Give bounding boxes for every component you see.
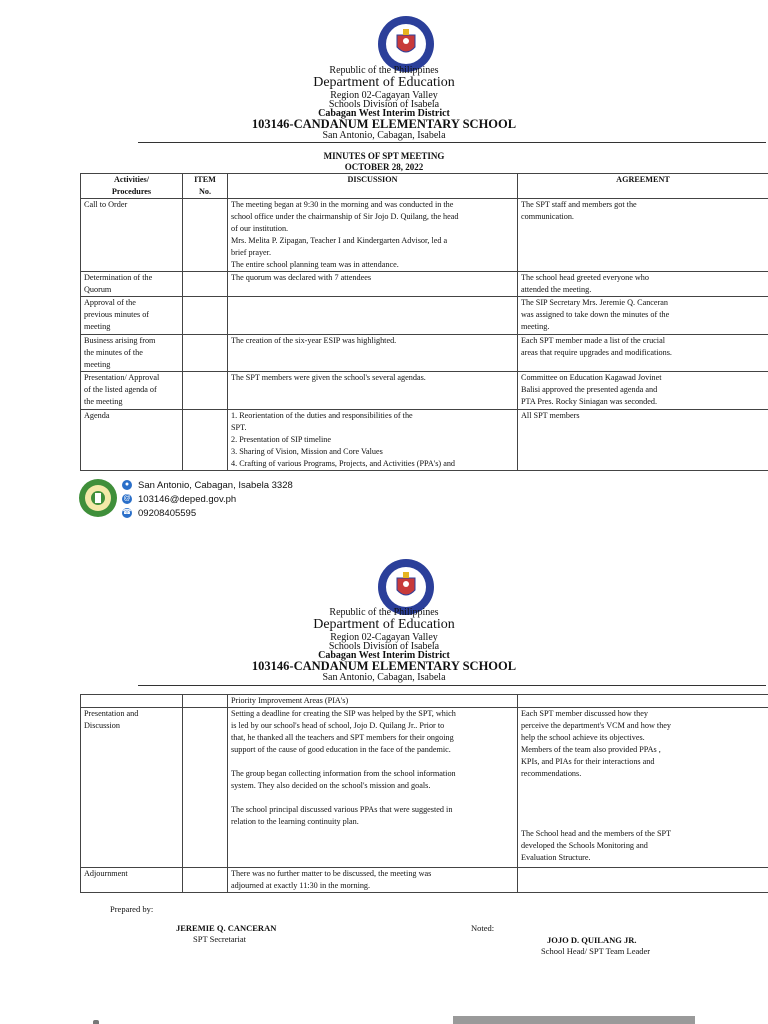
table-row bbox=[81, 272, 768, 297]
republic-line: Republic of the Philippines bbox=[329, 607, 439, 618]
item-cell bbox=[183, 868, 228, 893]
division-line: Schools Division of Isabela bbox=[328, 99, 440, 110]
document-date: OCTOBER 28, 2022 bbox=[344, 162, 424, 172]
discussion-cell: The meeting began at 9:30 in the morning and was conducted in the school office under the chairmanship of Sir Jojo D. Quilang, the head of our institution. Mrs. Melita P. Zipagan, Teacher I and Kindergarten Advisor, led a brief prayer. The entire school planning team was in attendance. bbox=[228, 199, 518, 272]
activity-cell: Presentation and Discussion bbox=[81, 708, 183, 868]
school-name: 103146-CANDANUM ELEMENTARY SCHOOL bbox=[251, 117, 517, 131]
item-cell bbox=[183, 372, 228, 410]
header-divider bbox=[138, 685, 766, 686]
item-cell bbox=[183, 297, 228, 335]
noted-label: Noted: bbox=[471, 923, 495, 933]
location-pin-icon: ● bbox=[122, 480, 132, 490]
noter-title: School Head/ SPT Team Leader bbox=[541, 946, 651, 956]
header-activities: Activities/ Procedures bbox=[81, 174, 183, 199]
activity-cell: Agenda bbox=[81, 410, 183, 471]
school-name: 103146-CANDANUM ELEMENTARY SCHOOL bbox=[251, 659, 517, 673]
agreement-cell bbox=[518, 695, 768, 708]
footer-address-row bbox=[122, 480, 293, 491]
division-line: Schools Division of Isabela bbox=[328, 641, 440, 652]
district-line: Cabagan West Interim District bbox=[318, 108, 450, 119]
school-logo-icon bbox=[78, 478, 118, 518]
table-row bbox=[81, 695, 768, 708]
region-line: Region 02-Cagayan Valley bbox=[330, 90, 438, 101]
activity-cell: Call to Order bbox=[81, 199, 183, 272]
footer-phone: 09208405595 bbox=[138, 508, 197, 519]
department-line: Department of Education bbox=[313, 75, 455, 90]
minutes-table-page-1 bbox=[80, 173, 768, 471]
discussion-cell: The SPT members were given the school's several agendas. bbox=[228, 372, 518, 410]
table-row bbox=[81, 708, 768, 868]
item-cell bbox=[183, 708, 228, 868]
header-divider bbox=[138, 142, 766, 143]
document-title: MINUTES OF SPT MEETING bbox=[323, 151, 445, 161]
item-cell bbox=[183, 199, 228, 272]
activity-cell: Presentation/ Approval of the listed agenda of the meeting bbox=[81, 372, 183, 410]
republic-line: Republic of the Philippines bbox=[329, 65, 439, 76]
agreement-cell bbox=[518, 868, 768, 893]
table-row bbox=[81, 335, 768, 372]
agreement-cell: Each SPT member discussed how they perceive the department's VCM and how they help the school achieve its objectives. Members of the team also provided PPAs , KPIs, and PIAs for their interactions and recommendations. The School head and the members of the SPT developed the Schools Monitoring and Evaluation Structure. bbox=[518, 708, 768, 868]
school-address: San Antonio, Cabagan, Isabela bbox=[322, 672, 446, 683]
activity-cell: Approval of the previous minutes of meeting bbox=[81, 297, 183, 335]
agreement-cell: All SPT members bbox=[518, 410, 768, 471]
item-cell bbox=[183, 272, 228, 297]
table-row bbox=[81, 372, 768, 410]
school-address: San Antonio, Cabagan, Isabela bbox=[322, 130, 446, 141]
district-line: Cabagan West Interim District bbox=[318, 650, 450, 661]
email-icon: @ bbox=[123, 495, 131, 503]
department-line: Department of Education bbox=[313, 617, 455, 632]
page-2-footer-logo-edge bbox=[93, 1020, 99, 1024]
prepared-by-label: Prepared by: bbox=[110, 904, 154, 914]
phone-icon: ☎ bbox=[122, 509, 132, 517]
discussion-cell: The creation of the six-year ESIP was highlighted. bbox=[228, 335, 518, 372]
header-discussion: DISCUSSION bbox=[228, 174, 518, 199]
item-cell bbox=[183, 695, 228, 708]
activity-cell: Adjournment bbox=[81, 868, 183, 893]
footer-email-row bbox=[122, 494, 236, 505]
footer-email: 103146@deped.gov.ph bbox=[138, 494, 237, 505]
photo-edge bbox=[453, 1016, 695, 1024]
discussion-cell: Setting a deadline for creating the SIP was helped by the SPT, which is led by our school's head of school, Jojo D. Quilang Jr.. Prior to that, he thanked all the teachers and SPT members for their ongoing support of the cause of good education in the face of the pandemic. The group began collecting information from the school information system. They also decided on the school's mission and goals. The school principal discussed various PPAs that were suggested in relation to the learning continuity plan. bbox=[228, 708, 518, 868]
table-row bbox=[81, 868, 768, 893]
table-row bbox=[81, 410, 768, 471]
agreement-cell: The school head greeted everyone who attended the meeting. bbox=[518, 272, 768, 297]
activity-cell: Business arising from the minutes of the meeting bbox=[81, 335, 183, 372]
noter-name: JOJO D. QUILANG JR. bbox=[547, 935, 637, 945]
table-row bbox=[81, 297, 768, 335]
minutes-table-page-2 bbox=[80, 694, 768, 893]
discussion-cell: There was no further matter to be discussed, the meeting was adjourned at exactly 11:30 in the morning. bbox=[228, 868, 518, 893]
activity-cell bbox=[81, 695, 183, 708]
agreement-cell: Each SPT member made a list of the crucial areas that require upgrades and modifications. bbox=[518, 335, 768, 372]
discussion-cell: The quorum was declared with 7 attendees bbox=[228, 272, 518, 297]
header-agreement: AGREEMENT bbox=[518, 174, 768, 199]
agreement-cell: The SPT staff and members got the communication. bbox=[518, 199, 768, 272]
agreement-cell: Committee on Education Kagawad Jovinet Balisi approved the presented agenda and PTA Pres. Rocky Siniagan was seconded. bbox=[518, 372, 768, 410]
discussion-cell: 1. Reorientation of the duties and responsibilities of the SPT. 2. Presentation of SIP timeline 3. Sharing of Vision, Mission and Core Values 4. Crafting of various Programs, Projects, and Activities (PPA's) and bbox=[228, 410, 518, 471]
discussion-cell bbox=[228, 297, 518, 335]
table-row bbox=[81, 199, 768, 272]
item-cell bbox=[183, 410, 228, 471]
footer-phone-row bbox=[122, 508, 196, 519]
footer-address: San Antonio, Cabagan, Isabela 3328 bbox=[138, 480, 293, 491]
header-item-no: ITEM No. bbox=[183, 174, 228, 199]
agreement-cell: The SIP Secretary Mrs. Jeremie Q. Canceran was assigned to take down the minutes of the meeting. bbox=[518, 297, 768, 335]
preparer-title: SPT Secretariat bbox=[193, 934, 246, 944]
discussion-cell: Priority Improvement Areas (PIA's) bbox=[228, 695, 518, 708]
preparer-name: JEREMIE Q. CANCERAN bbox=[176, 923, 277, 933]
region-line: Region 02-Cagayan Valley bbox=[330, 632, 438, 643]
page-footer bbox=[78, 478, 478, 518]
item-cell bbox=[183, 335, 228, 372]
activity-cell: Determination of the Quorum bbox=[81, 272, 183, 297]
